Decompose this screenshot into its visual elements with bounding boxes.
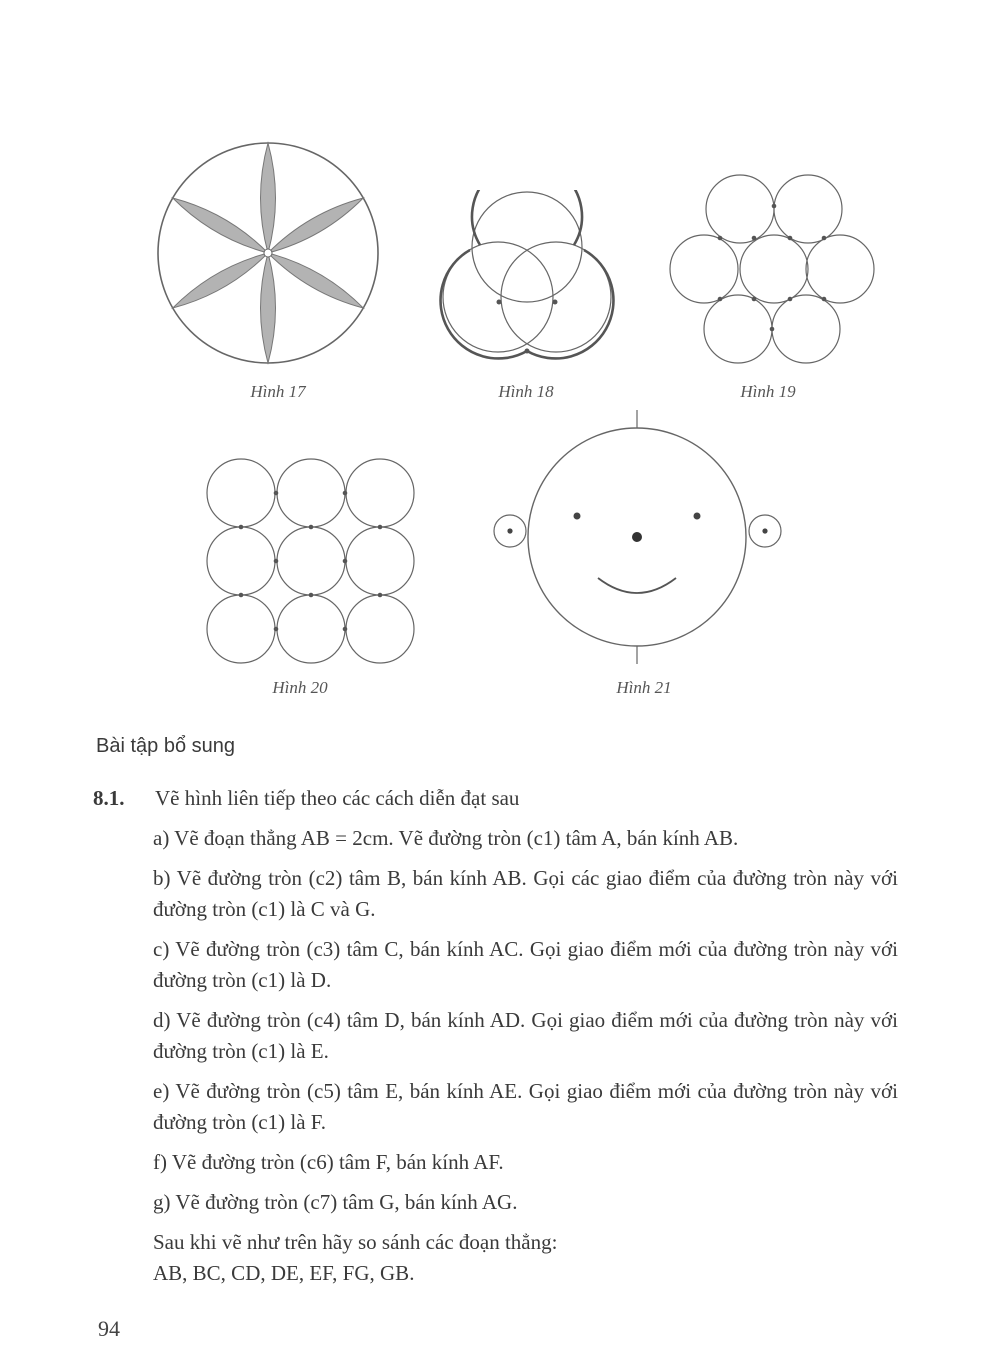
exercise-item-c: c) Vẽ đường tròn (c3) tâm C, bán kính AC. Gọi giao điểm mới của đường tròn này với đường tròn (c1) là D. (153, 937, 898, 992)
exercise-closing: Sau khi vẽ như trên hãy so sánh các đoạn thẳng: AB, BC, CD, DE, EF, FG, GB. (153, 1230, 558, 1285)
section-title: Bài tập bổ sung (96, 735, 235, 757)
caption-hinh-20: Hình 20 (272, 678, 328, 697)
exercise-item-a: a) Vẽ đoạn thẳng AB = 2cm. Vẽ đường tròn (c1) tâm A, bán kính AB. (153, 826, 739, 850)
caption-hinh-21: Hình 21 (616, 678, 672, 697)
exercise-item-b: b) Vẽ đường tròn (c2) tâm B, bán kính AB. Gọi các giao điểm của đường tròn này với đường tròn (c1) là C và G. (153, 866, 898, 921)
caption-hinh-17: Hình 17 (250, 382, 306, 401)
exercise-items (153, 823, 898, 1298)
page-number: 94 (98, 1316, 120, 1341)
figure-17 (150, 135, 386, 371)
figure-20 (202, 454, 420, 670)
caption-hinh-18: Hình 18 (498, 382, 554, 401)
figure-21 (488, 408, 788, 666)
exercise-item-d: d) Vẽ đường tròn (c4) tâm D, bán kính AD. Gọi giao điểm mới của đường tròn này với đường tròn (c1) là E. (153, 1008, 898, 1063)
figure-18 (436, 190, 618, 360)
exercise-item-f: f) Vẽ đường tròn (c6) tâm F, bán kính AF. (153, 1150, 504, 1174)
exercise-item-e: e) Vẽ đường tròn (c5) tâm E, bán kính AE. Gọi giao điểm mới của đường tròn này với đường tròn (c1) là F. (153, 1079, 898, 1134)
exercise-intro: Vẽ hình liên tiếp theo các cách diễn đạt sau (155, 786, 520, 810)
exercise-item-g: g) Vẽ đường tròn (c7) tâm G, bán kính AG. (153, 1190, 518, 1214)
caption-hinh-19: Hình 19 (740, 382, 796, 401)
figure-19 (664, 172, 880, 366)
exercise-number: 8.1. (93, 786, 125, 810)
